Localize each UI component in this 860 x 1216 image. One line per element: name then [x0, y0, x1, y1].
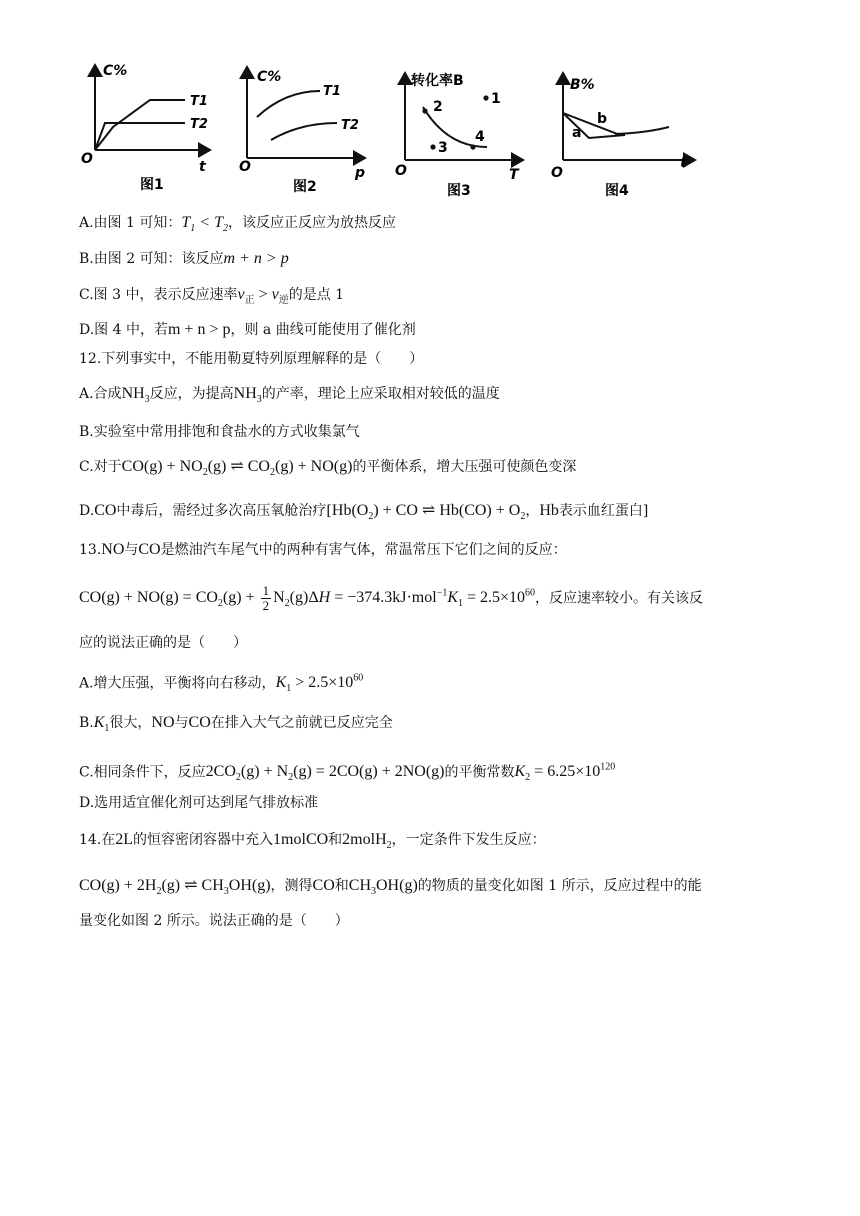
fig4-curve-tail	[615, 127, 669, 134]
q12-a-nh3-2: $NH_3$	[233, 385, 262, 406]
fig2-curve-t2	[271, 123, 337, 140]
fig1-xlabel: t	[199, 159, 206, 175]
figure-4	[551, 73, 695, 199]
fig3-point-2	[422, 108, 427, 113]
fig1-origin: O	[81, 151, 93, 167]
fig2-xlabel: p	[355, 165, 366, 181]
q13-a-math: $K_1 > 2.5\times 10^{60}$	[275, 673, 364, 695]
fig2-origin: O	[239, 159, 251, 175]
q14-stem: 14.在2L的恒容密闭容器中充入1molCO和2molH$_2$，一定条件下发生反应：	[79, 831, 546, 852]
q13-equation: $CO(g) + NO(g) = CO_2(g)$ + $\frac{1}{2}$ $N_2(g)\Delta H = -374.3kJ\cdot mol^{-1}K_1 = 2.5\times 10^{60}$	[79, 583, 536, 614]
q13-option-a: A.增大压强，平衡将向右移动，$K_1 > 2.5\times 10^{60}$	[79, 673, 364, 695]
q14-equation-line: $CO(g) + 2H_2(g)$ ⇌ $CH_3OH(g)$，测得CO和$CH_3OH(g)$的物质的量变化如图 1 所示，反应过程中的能	[79, 877, 702, 898]
q14-equation: $CO(g) + 2H_2(g)$ ⇌ $CH_3OH(g)$	[79, 877, 271, 898]
fig3-point-3	[430, 144, 435, 149]
fig3-ylabel: 转化率B	[411, 73, 464, 89]
q12-option-c: C.对于$CO(g) + NO_2(g)$ ⇌ $CO_2(g) + NO(g)$的平衡体系，增大压强可使颜色变深	[79, 458, 577, 479]
q13-stem-cont: 应的说法正确的是（ ）	[79, 635, 247, 651]
fig4-caption: 图4	[605, 183, 629, 199]
q13-stem: 13.NO与CO是燃油汽车尾气中的两种有害气体，常温常压下它们之间的反应：	[79, 541, 567, 558]
q11-option-b: B.由图 2 可知：该反应m + n > p	[79, 250, 289, 267]
fig1-ylabel: C%	[103, 63, 128, 79]
fig3-label-4: 4	[475, 129, 485, 145]
fig1-series-t2: T2	[190, 117, 208, 132]
fig3-point-1	[483, 95, 488, 100]
fig3-caption: 图3	[447, 183, 471, 199]
fig3-point-4	[470, 144, 475, 149]
fig3-label-3: 3	[438, 140, 448, 156]
figures-svg	[75, 55, 715, 205]
q13-option-d: D.选用适宜催化剂可达到尾气排放标准	[79, 795, 319, 811]
figures-row	[75, 55, 715, 205]
figure-2	[239, 67, 365, 195]
q11-c-math: $v_正 > v_逆$	[237, 286, 289, 307]
q12-a-nh3: $NH_3$	[121, 385, 150, 406]
figure-1	[81, 63, 210, 193]
fig4-origin: O	[551, 165, 563, 181]
fig2-series-t1: T1	[323, 84, 341, 99]
q12-option-d: D.CO中毒后，需经过多次高压氧舱治疗[$Hb(O_2)$ + CO ⇌ $Hb(CO) + O_2$，Hb表示血红蛋白]	[79, 502, 649, 523]
fig2-curve-t1	[257, 91, 320, 117]
fig3-label-1: 1	[491, 91, 501, 107]
q12-stem: 12.下列事实中，不能用勒夏特列原理解释的是（ ）	[79, 351, 424, 367]
q11-option-d: D.图 4 中，若m + n > p，则 a 曲线可能使用了催化剂	[79, 321, 416, 338]
q13-option-c: C.相同条件下，反应$2CO_2(g) + N_2(g) = 2CO(g) + 2NO(g)$的平衡常数$K_2 = 6.25\times 10^{120}$	[79, 762, 616, 784]
fig1-curve-t1	[95, 100, 185, 150]
q11-option-a: A.由图 1 可知：$T_1 < T_2$，该反应正反应为放热反应	[79, 214, 396, 235]
fig4-ylabel: B%	[570, 77, 595, 93]
q14-line3: 量变化如图 2 所示。说法正确的是（ ）	[79, 913, 349, 929]
fig2-ylabel: C%	[257, 69, 282, 85]
fig4-label-b: b	[597, 111, 608, 127]
q11-b-math: m + n > p	[223, 250, 289, 267]
fig3-origin: O	[395, 163, 407, 179]
fig1-series-t1: T1	[190, 94, 208, 109]
q11-a-math: $T_1 < T_2$	[181, 214, 228, 235]
q11-d-math: m + n > p	[167, 321, 231, 338]
q11-option-c: C.图 3 中，表示反应速率$v_正 > v_逆$的是点 1	[79, 286, 345, 307]
fig3-xlabel: T	[509, 167, 519, 183]
q12-d-equation: $Hb(O_2)$ + CO ⇌ $Hb(CO) + O_2$	[331, 502, 526, 523]
figure-3	[395, 72, 523, 199]
fig2-caption: 图2	[293, 179, 317, 195]
q12-option-a: A.合成$NH_3$反应，为提高$NH_3$的产率，理论上应采取相对较低的温度	[79, 385, 500, 406]
q13-b-k1: $K_1$	[93, 714, 110, 735]
fig1-caption: 图1	[140, 177, 164, 193]
fig2-series-t2: T2	[341, 118, 359, 133]
fig4-xlabel: t	[680, 155, 687, 171]
q13-equation-line: $CO(g) + NO(g) = CO_2(g)$ + $\frac{1}{2}$ $N_2(g)\Delta H = -374.3kJ\cdot mol^{-1}K_1 = 2.5\times 10^{60}$，反应速率较小。有关该反	[79, 583, 704, 614]
q12-c-equation: $CO(g) + NO_2(g)$ ⇌ $CO_2(g) + NO(g)$	[121, 458, 353, 479]
q13-option-b: $B.K_1$很大，NO与CO在排入大气之前就已反应完全	[79, 714, 393, 735]
fig4-label-a: a	[572, 125, 582, 141]
fig1-curve-t2	[95, 123, 185, 150]
q14-h2: 2molH$_2$	[342, 831, 392, 852]
q13-c-equation: $2CO_2(g) + N_2(g) = 2CO(g) + 2NO(g)$	[205, 763, 445, 784]
q13-c-k2: $K_2 = 6.25\times 10^{120}$	[514, 762, 616, 784]
q12-option-b: B.实验室中常用排饱和食盐水的方式收集氯气	[79, 424, 360, 440]
q14-meoh: $CH_3OH(g)$	[348, 877, 418, 898]
fig3-label-2: 2	[433, 99, 443, 115]
